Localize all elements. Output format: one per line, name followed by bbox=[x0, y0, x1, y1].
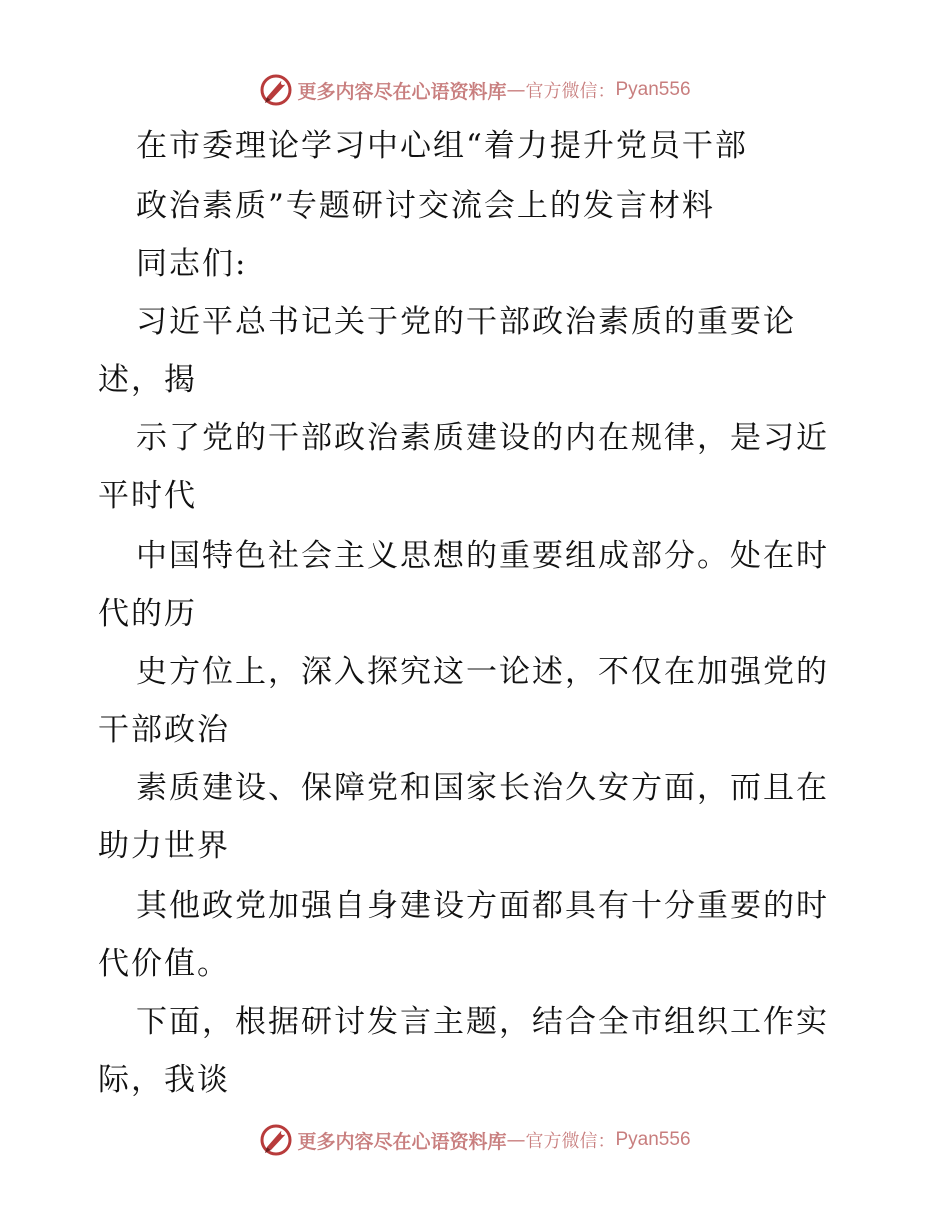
body-line: 干部政治 bbox=[98, 712, 230, 748]
body-line: 中国特色社会主义思想的重要组成部分。处在时 bbox=[136, 538, 829, 574]
document-title-line-2: 政治素质”专题研讨交流会上的发言材料 bbox=[136, 188, 715, 224]
body-line: 述，揭 bbox=[98, 362, 197, 398]
banner-sub-text: 官方微信： bbox=[525, 81, 616, 102]
body-line: 习近平总书记关于党的干部政治素质的重要论 bbox=[136, 304, 796, 340]
body-line: 示了党的干部政治素质建设的内在规律，是习近 bbox=[136, 420, 829, 456]
body-line: 下面，根据研讨发言主题，结合全市组织工作实 bbox=[136, 1004, 829, 1040]
body-line: 代的历 bbox=[98, 596, 197, 632]
banner-dash: — bbox=[506, 79, 526, 101]
body-line: 平时代 bbox=[98, 478, 197, 514]
banner-wechat-id: Pyan556 bbox=[615, 1129, 691, 1150]
pen-logo-icon bbox=[259, 73, 293, 107]
document-title-line-1: 在市委理论学习中心组“着力提升党员干部 bbox=[136, 128, 748, 164]
body-line: 史方位上，深入探究这一论述，不仅在加强党的 bbox=[136, 654, 829, 690]
body-line: 际，我谈 bbox=[98, 1062, 230, 1098]
footer-watermark-banner bbox=[0, 1122, 950, 1158]
pen-logo-icon bbox=[259, 1123, 293, 1157]
header-watermark-banner bbox=[0, 72, 950, 108]
body-line: 其他政党加强自身建设方面都具有十分重要的时 bbox=[136, 888, 829, 924]
banner-wechat-id: Pyan556 bbox=[615, 79, 691, 100]
banner-main-text: 更多内容尽在心语资料库 bbox=[297, 80, 507, 103]
banner-main-text: 更多内容尽在心语资料库 bbox=[297, 1130, 507, 1153]
body-line: 助力世界 bbox=[98, 828, 230, 864]
banner-sub-text: 官方微信： bbox=[525, 1131, 616, 1152]
body-line: 代价值。 bbox=[98, 946, 230, 982]
salutation: 同志们: bbox=[136, 246, 248, 282]
banner-dash: — bbox=[506, 1129, 526, 1151]
body-line: 素质建设、保障党和国家长治久安方面，而且在 bbox=[136, 770, 829, 806]
